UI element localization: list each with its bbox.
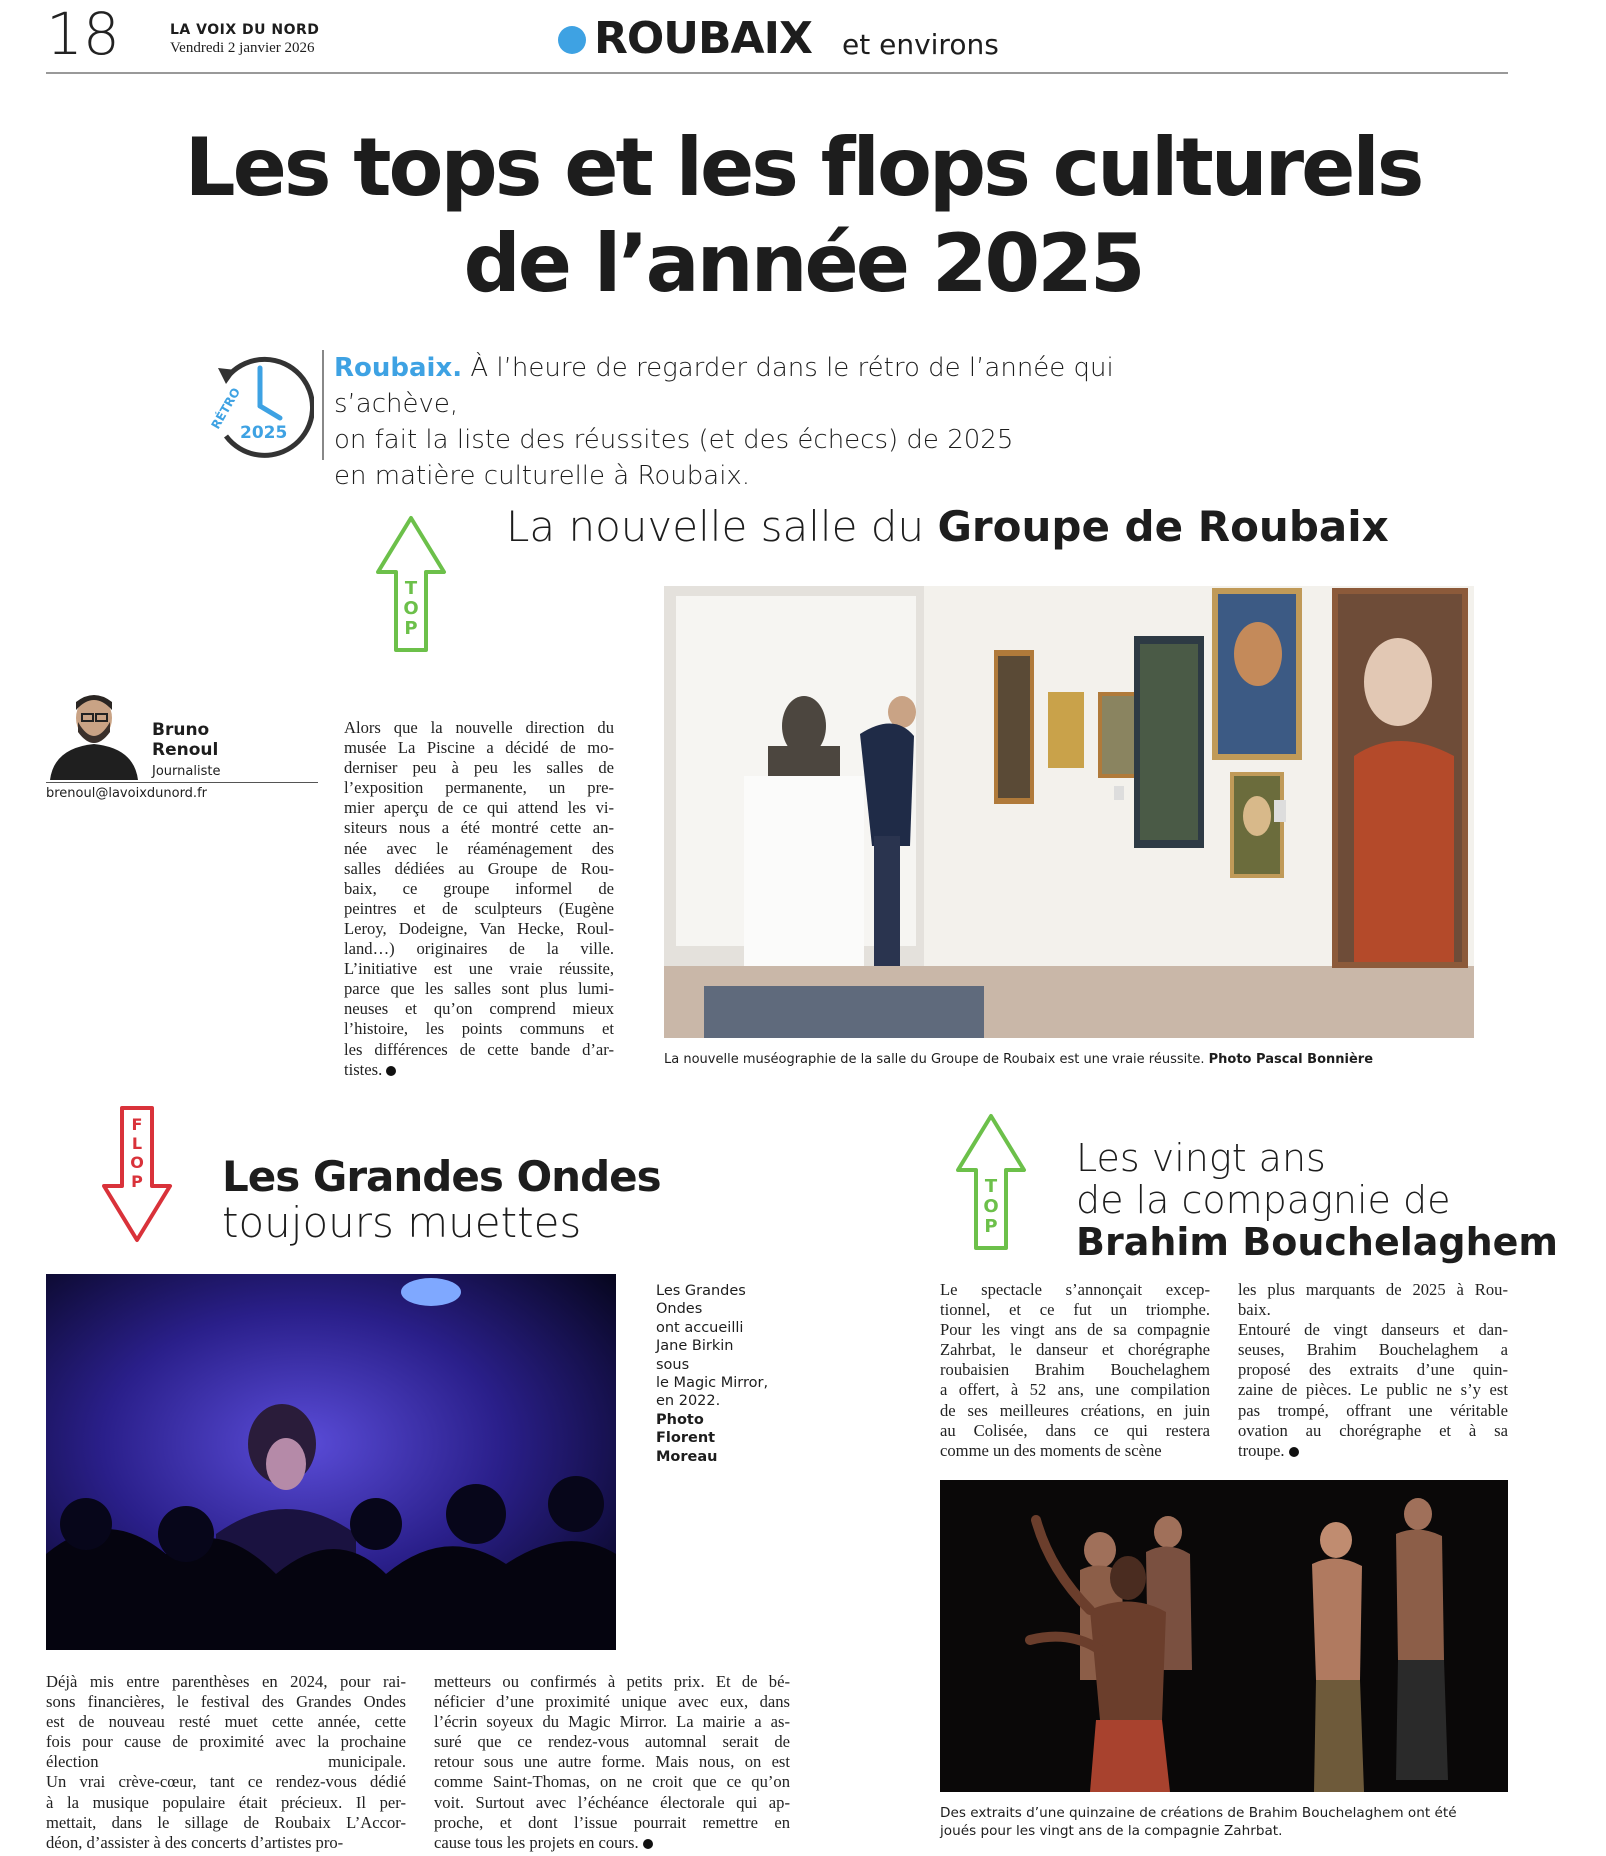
section-dot-icon — [558, 26, 586, 54]
text-line: Déjà mis entre parenthèses en 2024, pour rai- — [46, 1672, 406, 1691]
text-line: peintres et de sculpteurs (Eugène — [344, 898, 614, 918]
text-line: baix, ce groupe informel de — [344, 878, 614, 898]
text-line: comme un des moments de scène — [940, 1440, 1162, 1460]
text-line: fois pour cause de proximité avec la prochaine — [46, 1732, 406, 1752]
retro-word: RÉTRO — [208, 385, 244, 432]
text-line: metteurs ou confirmés à petits prix. Et de bé- — [434, 1672, 790, 1691]
retro-2025-clock-icon — [196, 350, 314, 465]
flop-arrow-icon — [100, 1104, 174, 1244]
headline-line-2: de l’année 2025 — [463, 217, 1143, 310]
text-line: pas trompé, offrant une véritable — [1238, 1400, 1508, 1420]
headline — [80, 120, 1526, 312]
text-line: Jane Birkin — [656, 1338, 734, 1355]
section1-title: La nouvelle salle du Groupe de Roubaix — [506, 502, 1389, 551]
text-line: l’écrin soyeux du Magic Mirror. La mairie a as- — [434, 1712, 790, 1732]
text-line: derniser peu à peu les salles de — [344, 758, 614, 778]
text-line: Le spectacle s’annonçait excep- — [940, 1280, 1210, 1299]
text-line: roubaisien Brahim Bouchelaghem — [940, 1360, 1210, 1380]
end-dot-icon — [643, 1839, 653, 1849]
end-dot-icon — [386, 1066, 396, 1076]
author-avatar — [46, 688, 142, 780]
text-line: ovation au chorégraphe et à sa — [1238, 1420, 1508, 1440]
intro-city: Roubaix. — [334, 353, 463, 383]
text-line: proche, et dont l’issue pourrait remettre en — [434, 1812, 790, 1832]
text-line: neuses et qu’on comprend mieux — [344, 999, 614, 1019]
text-line: salles dédiées au Groupe de Rou- — [344, 858, 614, 878]
end-dot-icon — [1289, 1447, 1299, 1457]
retro-year: 2025 — [240, 423, 288, 443]
text-line: troupe. — [1238, 1441, 1508, 1461]
text-line: musée La Piscine a décidé de mo- — [344, 738, 614, 758]
photo1-credit: Photo Pascal Bonnière — [1208, 1052, 1374, 1067]
intro-divider — [322, 350, 324, 460]
text-line: sons financières, le festival des Grandes Ondes — [46, 1692, 406, 1712]
text-line: a offert, à 52 ans, une compilation — [940, 1380, 1210, 1400]
intro-paragraph — [334, 350, 1214, 494]
author-last-name: Renoul — [152, 740, 219, 760]
intro-line-3: en matière culturelle à Roubaix. — [334, 461, 751, 491]
text-line: retour sous une autre forme. Mais nous, on est — [434, 1752, 790, 1772]
text-line: néficier d’une proximité unique avec eux, dans — [434, 1692, 790, 1712]
text-line: land…) originaires de la ville. — [344, 939, 614, 959]
newspaper-name: LA VOIX DU NORD — [170, 22, 320, 38]
page-number: 18 — [46, 0, 120, 68]
text-line: Zahrbat, le danseur et chorégraphe — [940, 1340, 1210, 1360]
text-line: L’initiative est une vraie réussite, — [344, 959, 614, 979]
top-label: T O P — [403, 578, 419, 639]
text-line: à la musique populaire était précieux. Il per- — [46, 1792, 406, 1812]
text-line: seuses, Brahim Bouchelaghem a — [1238, 1340, 1508, 1360]
text-line: Entouré de vingt danseurs et dan- — [1238, 1320, 1508, 1340]
issue-date: Vendredi 2 janvier 2026 — [170, 40, 315, 56]
author-role: Journaliste — [152, 764, 221, 779]
intro-line-1: À l’heure de regarder dans le rétro de l’année qui s’achève, — [334, 353, 1114, 419]
text-line: est de nouveau resté muet cette année, cette — [46, 1712, 406, 1732]
text-line: parce que les salles sont plus lumi- — [344, 979, 614, 999]
text-line: en 2022. — [656, 1393, 721, 1410]
text-line: mier aperçu de ce qui attend les vi- — [344, 798, 614, 818]
headline-line-1: Les tops et les flops culturels — [184, 121, 1422, 214]
text-line: l’histoire, les points communs et — [344, 1019, 614, 1039]
section3-title-line-1: Les vingt ans — [1076, 1136, 1326, 1180]
section-name: ROUBAIX — [594, 13, 812, 64]
top-arrow-icon — [374, 514, 448, 654]
text-line: élection municipale. — [46, 1752, 406, 1772]
text-line: tionnel, et ce fut un triomphe. — [940, 1300, 1210, 1320]
museum-gallery-photo — [664, 586, 1474, 1038]
photo2-caption — [656, 1282, 776, 1466]
text-line: sous — [656, 1356, 690, 1373]
top-label-2: T O P — [983, 1176, 999, 1237]
text-line: Les Grandes — [656, 1283, 746, 1299]
section3-title-line-3: Brahim Bouchelaghem — [1076, 1220, 1559, 1264]
text-line: suré que ce rendez-vous automnal serait de — [434, 1732, 790, 1752]
section3-title-line-2: de la compagnie de — [1076, 1178, 1451, 1222]
concert-photo — [46, 1274, 616, 1650]
text-line: les plus marquants de 2025 à Rou- — [1238, 1280, 1508, 1299]
text-line: l’exposition permanente, un pre- — [344, 778, 614, 798]
text-line: les différences de cette bande d’ar- — [344, 1039, 614, 1059]
text-line: cause tous les projets en cours. — [434, 1833, 790, 1853]
intro-line-2: on fait la liste des réussites (et des échecs) de 2025 — [334, 425, 1014, 455]
text-line: baix. — [1238, 1300, 1271, 1320]
text-line: née avec le réaménagement des — [344, 838, 614, 858]
flop-label: F L O P — [130, 1115, 144, 1191]
section2-column-1 — [46, 1672, 406, 1853]
section3-column-2 — [1238, 1280, 1508, 1461]
author-divider — [46, 782, 318, 783]
section1-body — [344, 718, 614, 1080]
text-line: Florent Moreau — [656, 1430, 718, 1465]
text-line: Photo — [656, 1411, 704, 1428]
section2-column-2 — [434, 1672, 790, 1853]
text-line: Alors que la nouvelle direction du — [344, 718, 614, 737]
text-line: le Magic Mirror, — [656, 1375, 769, 1392]
text-line: comme Saint-Thomas, on ne croit que ce qu’on — [434, 1772, 790, 1792]
section3-column-1 — [940, 1280, 1210, 1461]
text-line: mettait, dans le sillage de Roubaix L’Accor- — [46, 1812, 406, 1832]
text-line: au Colisée, dans ce qui restera — [940, 1420, 1210, 1440]
author-email[interactable]: brenoul@lavoixdunord.fr — [46, 786, 207, 801]
section-subtitle: et environs — [842, 28, 999, 61]
photo1-caption: La nouvelle muséographie de la salle du Groupe de Roubaix est une vraie réussite. Photo Pascal Bonnière — [664, 1052, 1374, 1067]
text-line: Un vrai crève-cœur, tant ce rendez-vous dédié — [46, 1772, 406, 1792]
text-line: ont accueilli — [656, 1319, 744, 1336]
text-line: de ses meilleures créations, en juin — [940, 1400, 1210, 1420]
section2-title-light: toujours muettes — [222, 1198, 582, 1247]
text-line: Ondes — [656, 1301, 703, 1318]
text-line: zaine de pièces. Le public ne s’y est — [1238, 1380, 1508, 1400]
text-line: tistes. — [344, 1060, 614, 1080]
text-line: voit. Surtout avec l’échéance électorale qui ap- — [434, 1792, 790, 1812]
text-line: Pour les vingt ans de sa compagnie — [940, 1320, 1210, 1340]
photo3-caption: Des extraits d’une quinzaine de créations de Brahim Bouchelaghem ont été joués pour les vingt ans de la compagnie Zahrbat. — [940, 1805, 1457, 1839]
header-divider — [46, 72, 1508, 74]
text-line: proposé des extraits d’une quin- — [1238, 1360, 1508, 1380]
photo2-credit — [656, 1411, 776, 1466]
dance-performance-photo — [940, 1480, 1508, 1792]
text-line: déon, d’assister à des concerts d’artistes pro- — [46, 1832, 344, 1852]
text-line: Leroy, Dodeigne, Van Hecke, Roul- — [344, 918, 614, 938]
text-line: siteurs nous a été montré cette an- — [344, 818, 614, 838]
section2-title-bold: Les Grandes Ondes — [222, 1152, 661, 1201]
top-arrow-icon-2 — [954, 1112, 1028, 1252]
author-first-name: Bruno — [152, 720, 210, 740]
